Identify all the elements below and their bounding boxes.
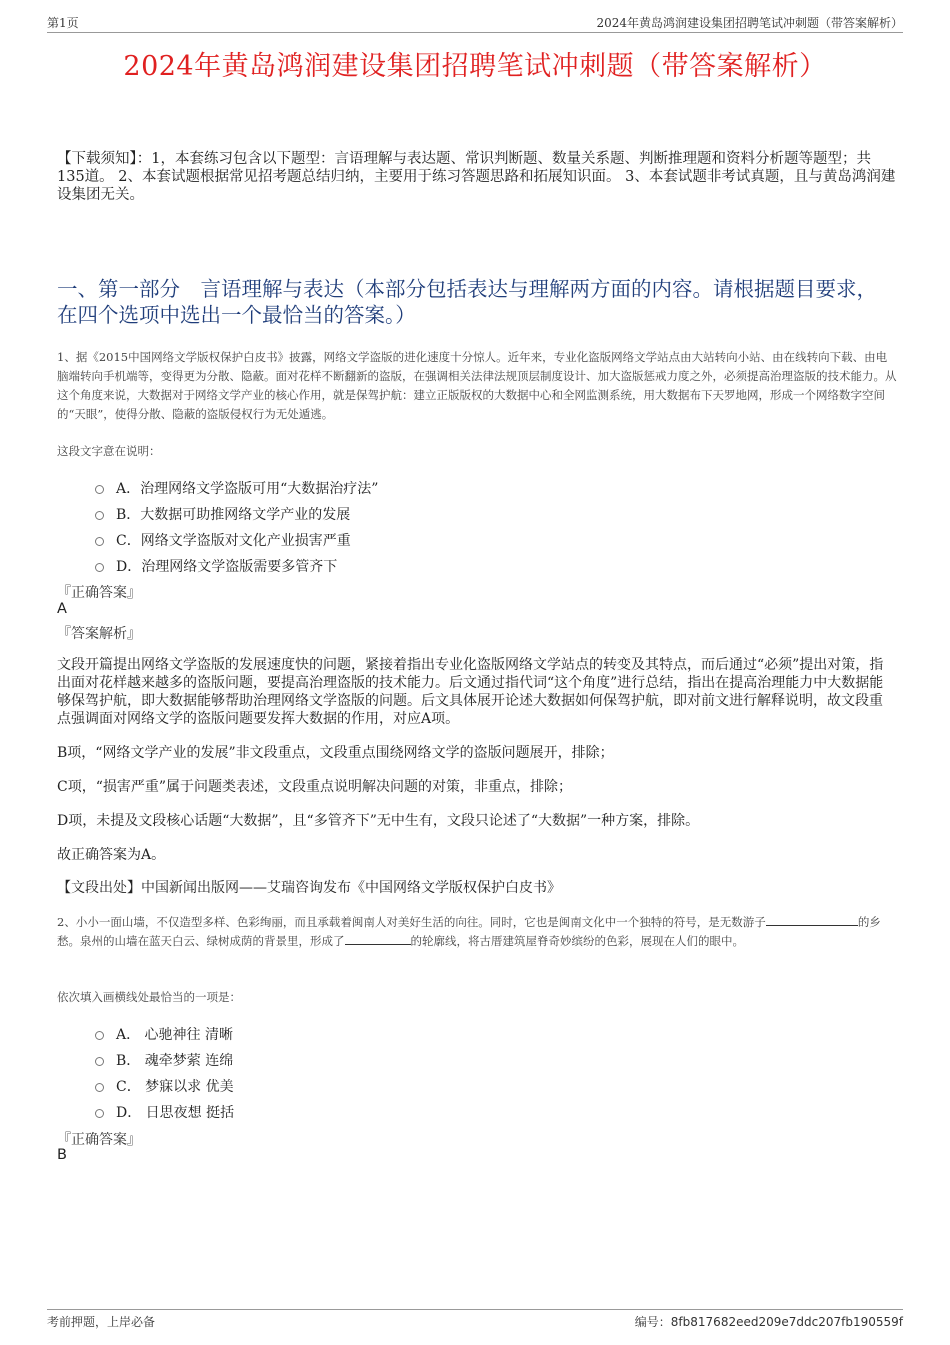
option-label: B． 魂牵梦萦 连绵 [116,1053,234,1069]
q1-option-b[interactable] [95,504,350,524]
header-doc-title: 2024年黄岛鸿润建设集团招聘笔试冲刺题（带答案解析） [596,16,903,30]
option-label: A．治理网络文学盗版可用“大数据治疗法” [116,481,379,497]
q1-analysis-label: 『答案解析』 [57,626,141,642]
q2-option-b[interactable] [95,1050,233,1070]
blank-line [345,932,411,945]
footer-divider [47,1309,903,1310]
option-label: D．治理网络文学盗版需要多管齐下 [116,559,338,575]
radio-icon[interactable] [95,1031,104,1040]
q1-option-a[interactable] [95,478,378,498]
question-1-text: 1、据《2015中国网络文学版权保护白皮书》披露，网络文学盗版的进化速度十分惊人。近年来，专业化盗版网络文学站点由大站转向小站、由在线转向下载、由电脑端转向手机端等，变得更为分散、隐蔽。面对花样不断翻新的盗版，在强调相关法律法规顶层制度设计、加大盗版惩戒力度之外，必须提高治理盗版的技术能力。从这个角度来说，大数据对于网络文学产业的核心作用，就是保驾护航：建立正版版权的大数据中心和全网监测系统，用大数据布下天罗地网，形成一个网络数字空间的“天眼”，使得分散、隐蔽的盗版侵权行为无处遁逃。 [57,350,897,421]
radio-icon[interactable] [95,485,104,494]
radio-icon[interactable] [95,1109,104,1118]
q1-answer: A [57,601,67,617]
q2-answer: B [57,1147,67,1163]
radio-icon[interactable] [95,563,104,572]
blank-line [766,913,858,926]
page-number: 第1页 [47,16,79,30]
q1-option-b-note: B项，“网络文学产业的发展”非文段重点，文段重点围绕网络文学的盗版问题展开，排除； [57,745,614,761]
q2-answer-label: 『正确答案』 [57,1132,141,1148]
option-label: C．网络文学盗版对文化产业损害严重 [116,533,351,549]
question-2-text: 2、小小一面山墙，不仅造型多样、色彩绚丽，而且承载着闽南人对美好生活的向往。同时，它也是闽南文化中一个独特的符号，是无数游子 的乡愁。泉州的山墙在蓝天白云、绿树成荫的背景里，形成了 的轮廓线，将古厝建筑屋脊奇妙缤纷的色彩，展现在人们的眼中。 [57,915,881,948]
section-heading: 一、第一部分 言语理解与表达（本部分包括表达与理解两方面的内容。请根据题目要求，在四个选项中选出一个最恰当的答案。） [57,277,877,327]
q2-option-d[interactable] [95,1102,234,1122]
footer-code: 编号：8fb817682eed209e7ddc207fb190559f [634,1315,903,1329]
option-label: B．大数据可助推网络文学产业的发展 [116,507,351,523]
question-2-prompt: 依次填入画横线处最恰当的一项是： [57,990,241,1004]
q2-option-a[interactable] [95,1024,233,1044]
q1-conclusion: 故正确答案为A。 [57,847,166,863]
header-divider [47,32,903,33]
question-1-prompt: 这段文字意在说明： [57,444,161,458]
q1-option-c[interactable] [95,530,351,550]
radio-icon[interactable] [95,537,104,546]
radio-icon[interactable] [95,511,104,520]
download-notice: 【下载须知】：1，本套练习包含以下题型：言语理解与表达题、常识判断题、数量关系题、判断推理题和资料分析题等题型；共135道。 2、本套试题根据常见招考题总结归纳，主要用于练习答题思路和拓展知识面。 3、本套试题非考试真题，且与黄岛鸿润建设集团无关。 [57,151,896,203]
option-label: C． 梦寐以求 优美 [116,1079,234,1095]
radio-icon[interactable] [95,1083,104,1092]
option-label: D． 日思夜想 挺括 [116,1105,235,1121]
q1-analysis: 文段开篇提出网络文学盗版的发展速度快的问题，紧接着指出专业化盗版网络文学站点的转变及其特点，而后通过“必须”提出对策，指出面对花样越来越多的盗版问题，要提高治理盗版的技术能力。后文通过指代词“这个角度”进行总结，指出在提高治理能力中大数据能够保驾护航，即大数据能够帮助治理网络文学盗版的问题。后文具体展开论述大数据如何保驾护航，即对前文进行解释说明，故文段重点强调面对网络文学的盗版问题要发挥大数据的作用，对应A项。 [57,657,884,727]
option-label: A． 心驰神往 清晰 [116,1027,234,1043]
footer-slogan: 考前押题，上岸必备 [47,1315,156,1329]
q1-source: 【文段出处】中国新闻出版网——艾瑞咨询发布《中国网络文学版权保护白皮书》 [57,880,561,896]
q1-option-d[interactable] [95,556,337,576]
q1-answer-label: 『正确答案』 [57,585,141,601]
q1-option-d-note: D项，未提及文段核心话题“大数据”，且“多管齐下”无中生有，文段只论述了“大数据”一种方案，排除。 [57,813,700,829]
q2-option-c[interactable] [95,1076,234,1096]
q1-option-c-note: C项，“损害严重”属于问题类表述，文段重点说明解决问题的对策，非重点，排除； [57,779,573,795]
radio-icon[interactable] [95,1057,104,1066]
page-title: 2024年黄岛鸿润建设集团招聘笔试冲刺题（带答案解析） [123,51,827,82]
